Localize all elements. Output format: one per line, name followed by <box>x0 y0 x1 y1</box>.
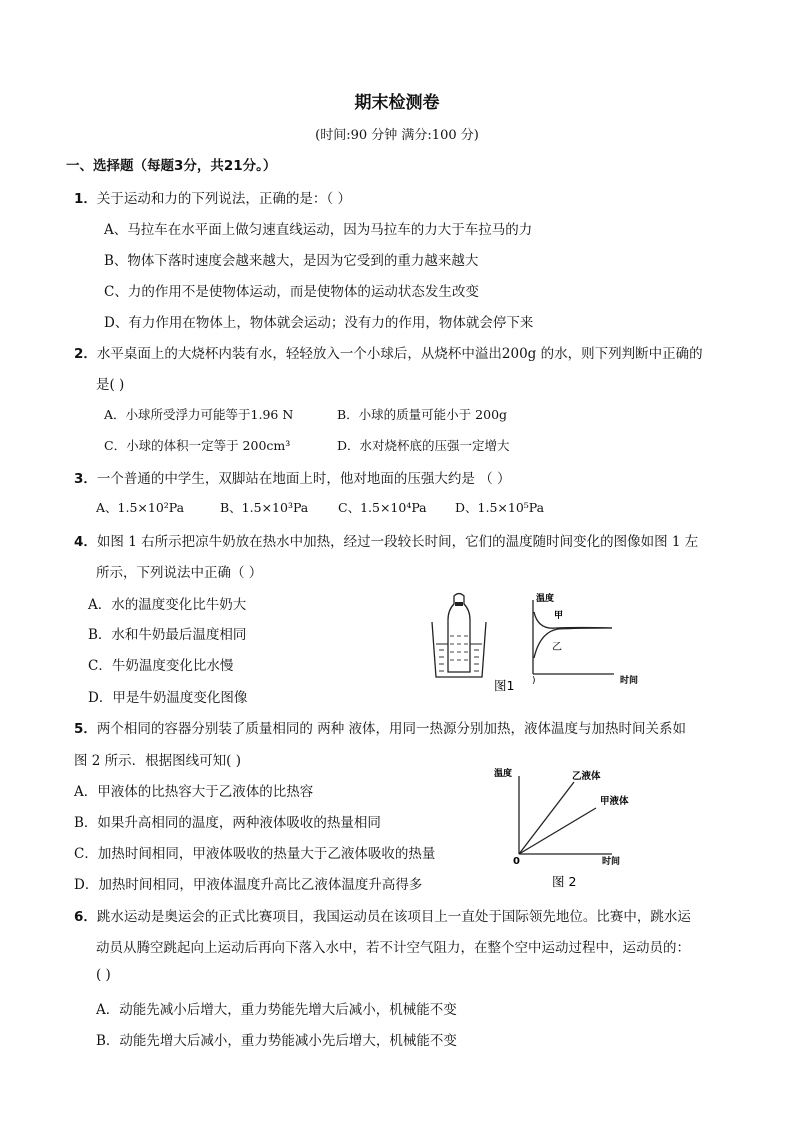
q3-option-b: B、1.5×10³Pa <box>220 500 309 515</box>
origin-mark: ) <box>532 676 536 686</box>
question-6-stem <box>74 905 691 925</box>
page-title: 期末检测卷 <box>354 93 440 113</box>
q4-option-b: B．水和牛奶最后温度相同 <box>88 627 247 643</box>
q2-option-b: B．小球的质量可能小于 200g <box>337 407 508 422</box>
line-yi-label: 乙液体 <box>572 771 601 782</box>
question-number: 1． <box>74 191 97 207</box>
q5-option-a: A．甲液体的比热容大于乙液体的比热容 <box>74 784 314 800</box>
question-number: 6． <box>74 909 97 925</box>
q2-option-c: C．小球的体积一定等于 200cm³ <box>104 438 291 453</box>
y-axis-label: 温度 <box>494 769 513 779</box>
question-2-stem <box>74 342 703 362</box>
q5-option-d: D．加热时间相同，甲液体温度升高比乙液体温度升高得多 <box>74 877 423 893</box>
q6-option-b: B．动能先增大后减小，重力势能减小先后增大，机械能不变 <box>96 1033 457 1049</box>
question-1-stem <box>74 187 351 207</box>
q4-option-d: D．甲是牛奶温度变化图像 <box>88 690 248 706</box>
question-6-stem-line3: ( ) <box>96 967 111 983</box>
line-jia <box>519 808 596 854</box>
q4-option-c: C．牛奶温度变化比水慢 <box>88 658 234 674</box>
figure-1-caption: 图1 <box>494 678 515 693</box>
figure-2-caption: 图 2 <box>552 874 577 889</box>
question-4-stem <box>74 530 698 550</box>
curve-yi-label: 乙 <box>552 642 562 653</box>
beaker-illustration <box>432 594 486 678</box>
question-4-stem-line2: 所示，下列说法中正确（ ） <box>96 565 263 581</box>
figure-2 <box>490 766 640 892</box>
q2-option-d: D．水对烧杯底的压强一定增大 <box>337 438 510 453</box>
q3-option-a: A、1.5×10²Pa <box>96 500 185 515</box>
q1-option-c: C、力的作用不是使物体运动，而是使物体的运动状态发生改变 <box>104 284 479 300</box>
origin-label: 0 <box>513 856 520 867</box>
q1-option-a: A、马拉车在水平面上做匀速直线运动，因为马拉车的力大于车拉马的力 <box>104 222 533 238</box>
q1-option-b: B、物体下落时速度会越来越大，是因为它受到的重力越来越大 <box>104 253 479 269</box>
question-text: 水平桌面上的大烧杯内装有水，轻轻放入一个小球后，从烧杯中溢出200g 的水，则下列判断中正确的 <box>96 346 703 362</box>
question-number: 3． <box>74 471 97 487</box>
q5-option-c: C．加热时间相同，甲液体吸收的热量大于乙液体吸收的热量 <box>74 846 436 862</box>
question-text: 跳水运动是奥运会的正式比赛项目，我国运动员在该项目上一直处于国际领先地位。比赛中，跳水运 <box>96 909 691 925</box>
question-5-stem <box>74 717 686 737</box>
curve-yi <box>534 628 612 658</box>
q1-option-d: D、有力作用在物体上，物体就会运动；没有力的作用，物体就会停下来 <box>104 315 534 331</box>
x-axis-label: 时间 <box>620 676 639 686</box>
question-text: 关于运动和力的下列说法，正确的是：（ ） <box>96 191 351 207</box>
line-jia-label: 甲液体 <box>600 796 629 807</box>
q3-option-d: D、1.5×10⁵Pa <box>455 500 545 515</box>
question-text: 两个相同的容器分别装了质量相同的 两种 液体，用同一热源分别加热，液体温度与加热时间关系如 <box>96 721 686 737</box>
question-text: 一个普通的中学生，双脚站在地面上时，他对地面的压强大约是 （ ） <box>96 471 511 487</box>
line-yi <box>519 782 574 854</box>
page-subtitle: (时间:90 分钟 满分:100 分) <box>315 128 479 143</box>
figure-1 <box>428 592 650 696</box>
question-number: 4． <box>74 534 97 550</box>
y-axis-label: 温度 <box>536 594 555 604</box>
question-number: 5． <box>74 721 97 737</box>
temperature-graph <box>532 592 638 686</box>
curve-jia-label: 甲 <box>554 611 564 621</box>
question-2-stem-line2: 是( ) <box>96 377 125 393</box>
q4-option-a: A．水的温度变化比牛奶大 <box>88 597 247 613</box>
q2-option-a: A．小球所受浮力可能等于1.96 N <box>104 407 294 422</box>
question-number: 2． <box>74 346 97 362</box>
question-text: 如图 1 右所示把凉牛奶放在热水中加热，经过一段较长时间，它们的温度随时间变化的图像如图 1 左 <box>96 534 699 550</box>
question-5-stem-line2: 图 2 所示．根据图线可知( ) <box>74 753 241 769</box>
q5-option-b: B．如果升高相同的温度，两种液体吸收的热量相同 <box>74 815 381 831</box>
q6-option-a: A．动能先减小后增大，重力势能先增大后减小，机械能不变 <box>96 1002 457 1018</box>
question-6-stem-line2: 动员从腾空跳起向上运动后再向下落入水中，若不计空气阻力，在整个空中运动过程中，运动员的： <box>96 940 690 956</box>
curve-jia <box>534 612 612 628</box>
question-3-stem <box>74 467 511 487</box>
section-heading: 一、选择题（每题3分，共21分。） <box>66 158 277 174</box>
q3-option-c: C、1.5×10⁴Pa <box>338 500 427 515</box>
x-axis-label: 时间 <box>602 857 621 867</box>
